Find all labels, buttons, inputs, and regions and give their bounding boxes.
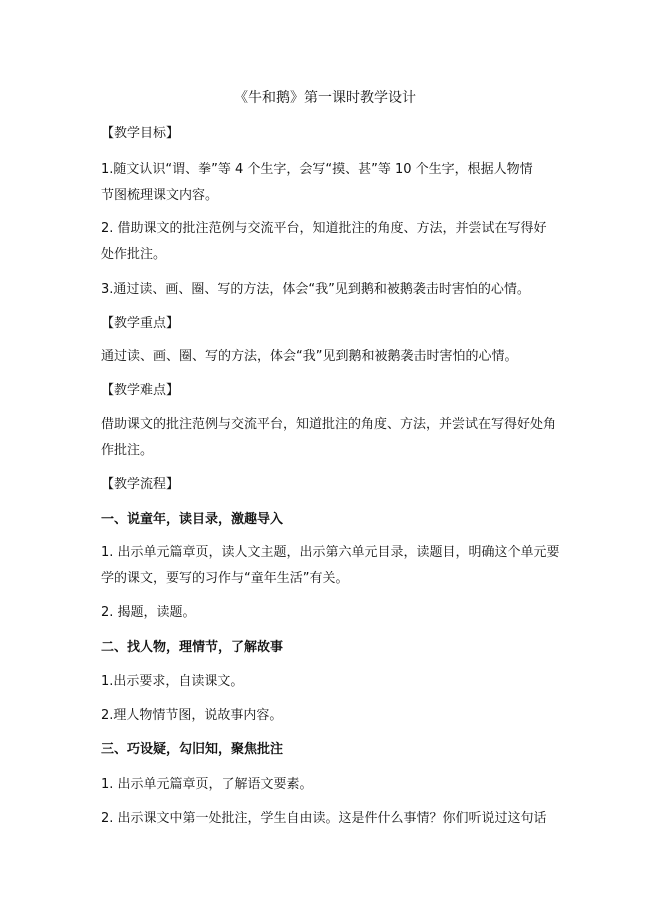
section-3-heading: 三、巧设疑，勾旧知，聚焦批注 [101, 742, 284, 757]
objective-3: 3.通过读、画、圈、写的方法，体会“我”见到鹅和被鹅袭击时害怕的心情。 [101, 282, 530, 297]
section-1-item-1-line-1: 1. 出示单元篇章页，读人文主题，出示第六单元目录，读题目，明确这个单元要 [101, 545, 560, 560]
section-3-item-1: 1. 出示单元篇章页，了解语文要素。 [101, 777, 313, 792]
process-heading: 【教学流程】 [101, 477, 180, 492]
objective-2-line-1: 2. 借助课文的批注范例与交流平台，知道批注的角度、方法，并尝试在写得好 [101, 221, 547, 236]
objectives-heading: 【教学目标】 [101, 126, 180, 141]
difficulty-line-1: 借助课文的批注范例与交流平台，知道批注的角度、方法，并尝试在写得好处角 [101, 417, 557, 432]
section-1-heading: 一、说童年，读目录，激趣导入 [101, 512, 284, 527]
section-2-heading: 二、找人物，理情节，了解故事 [101, 640, 284, 655]
difficulty-line-2: 作批注。 [101, 443, 154, 458]
objective-2-line-2: 处作批注。 [101, 247, 167, 262]
section-2-item-2: 2.理人物情节图，说故事内容。 [101, 708, 283, 723]
document-title: 《牛和鹅》第一课时教学设计 [234, 90, 416, 106]
difficulty-heading: 【教学难点】 [101, 383, 180, 398]
section-2-item-1: 1.出示要求，自读课文。 [101, 674, 244, 689]
section-3-item-2-line-1: 2. 出示课文中第一处批注，学生自由读。这是件什么事情？你们听说过这句话 [101, 811, 547, 826]
objective-1-line-1: 1.随文认识“谓、拳”等 4 个生字，会写“摸、甚”等 10 个生字，根据人物情 [101, 162, 533, 177]
key-point-text: 通过读、画、圈、写的方法，体会“我”见到鹅和被鹅袭击时害怕的心情。 [101, 349, 518, 364]
section-1-item-2: 2. 揭题，读题。 [101, 605, 196, 620]
section-1-item-1-line-2: 学的课文，要写的习作与“童年生活”有关。 [101, 571, 349, 586]
objective-1-line-2: 节图梳理课文内容。 [101, 188, 219, 203]
key-point-heading: 【教学重点】 [101, 316, 180, 331]
